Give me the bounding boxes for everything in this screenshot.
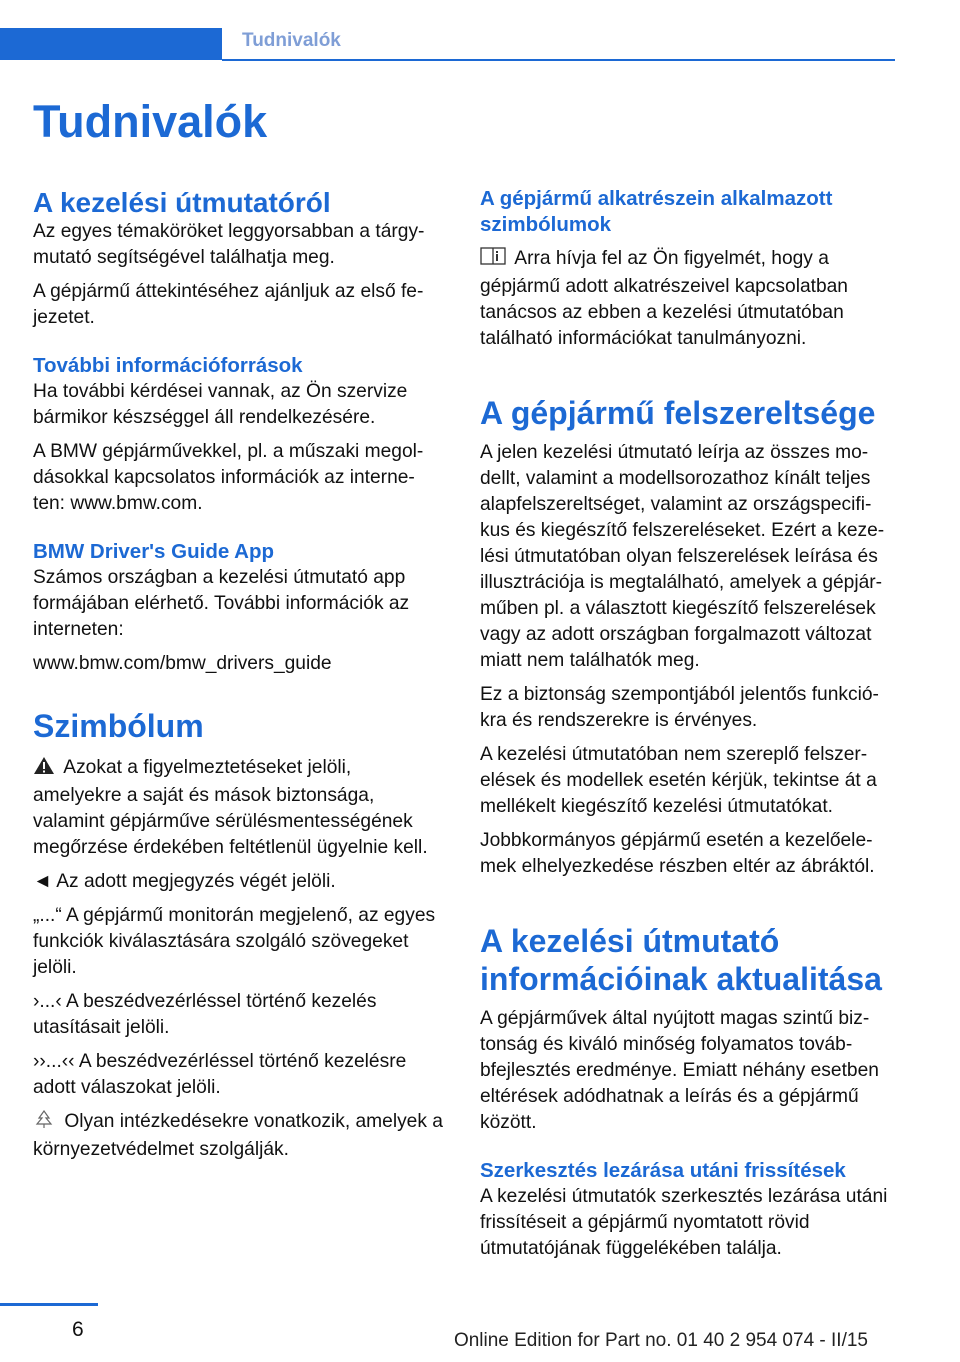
about-heading: A kezelési útmutatóról <box>33 187 331 218</box>
sources-heading: További információforrások <box>33 354 303 377</box>
app-paragraph-1: Számos országban a kezelési útmutató app formájában elérhető. További információk az interneten: <box>33 567 410 640</box>
quote-paragraph: „...“ A gépjármű monitorán megjelenő, az egyes funkciók kiválasztására szolgáló szövegeket jelöli. <box>33 905 436 978</box>
component-symbols-text: Arra hívja fel az Ön figyelmét, hogy a gépjármű adott alkatrészeivel kapcsolatban tanácsos az ebben a kezelési útmutatóban található információkat tanulmányozni. <box>480 248 848 349</box>
voice-command-paragraph: ›...‹ A beszédvezérléssel történő kezelés utasításait jelöli. <box>33 991 377 1038</box>
voice-reply-paragraph: ››...‹‹ A beszédvezérléssel történő kezelésre adott válaszokat jelöli. <box>33 1051 407 1098</box>
about-paragraph-2: A gépjármű áttekintéséhez ajánljuk az első fe‐jezetet. <box>33 281 424 328</box>
updates-heading: A kezelési útmutató információinak aktualitása <box>480 923 882 997</box>
equipment-paragraph-2: Ez a biztonság szempontjából jelentős funkció‐kra és rendszerekre is érvényes. <box>480 684 879 731</box>
updates-paragraph: A gépjárművek által nyújtott magas szintű biz‐tonság és kiváló minőség folyamatos továb‐bfejlesztés eredménye. Emiatt néhány esetben eltérések adódhatnak a leírás és a gépjármű között. <box>480 1008 879 1133</box>
warning-paragraph <box>33 755 445 861</box>
symbols-heading: Szimbólum <box>33 708 204 744</box>
equipment-paragraph-3: A kezelési útmutatóban nem szereplő felszer‐elések és modellek esetén kérjük, tekintse át a mellékelt kiegészítő kezelési útmutatókat. <box>480 744 877 817</box>
header-accent-bar <box>0 28 222 60</box>
edition-note: Online Edition for Part no. 01 40 2 954 074 - II/15 <box>453 1330 868 1351</box>
header-rule <box>222 59 895 61</box>
right-column <box>480 186 892 1270</box>
component-symbols-heading: A gépjármű alkatrészein alkalmazott szimbólumok <box>480 187 833 236</box>
component-symbols-paragraph <box>480 246 892 352</box>
environment-tree-icon <box>33 1110 55 1137</box>
end-mark-paragraph: ◄ Az adott megjegyzés végét jelöli. <box>33 871 336 892</box>
running-title: Tudnivalók <box>242 30 341 51</box>
warning-triangle-icon <box>33 756 55 783</box>
post-edit-heading: Szerkesztés lezárása utáni frissítések <box>480 1159 846 1182</box>
left-column <box>33 186 445 1171</box>
app-url: www.bmw.com/bmw_drivers_guide <box>33 653 332 674</box>
page-number: 6 <box>72 1318 84 1341</box>
equipment-paragraph-1: A jelen kezelési útmutató leírja az összes mo‐dellt, valamint a modellsorozathoz kínált teljes alapfelszereltséget, valamint az országspecifi‐kus és kiegészítő felszereléseket. Ezért a keze‐lési útmutatóban olyan felszerelések leírása és illusztrációja is megtalálható, amelyek a gépjár‐műben pl. a választott kiegészítő felszerelések vagy az adott országban forgalmazott változat miatt nem találhatók meg. <box>480 442 885 671</box>
footer-rule <box>0 1303 98 1306</box>
sources-paragraph-1: Ha további kérdései vannak, az Ön szervize bármikor készséggel áll rendelkezésére. <box>33 381 408 428</box>
about-paragraph-1: Az egyes témaköröket leggyorsabban a tárgy‐mutató segítségével találhatja meg. <box>33 221 425 268</box>
warning-text: Azokat a figyelmeztetéseket jelöli, amelyekre a saját és mások biztonsága, valamint gépjárműve sérülésmentességének megőrzése érdekében feltétlenül ügyelnie kell. <box>33 757 428 858</box>
post-edit-paragraph: A kezelési útmutatók szerkesztés lezárása utáni frissítéseit a gépjármű nyomtatott rövid útmutatójának függelékében találja. <box>480 1186 888 1259</box>
equipment-heading: A gépjármű felszereltsége <box>480 395 876 431</box>
environment-text: Olyan intézkedésekre vonatkozik, amelyek a környezetvédelmet szolgálják. <box>33 1111 443 1160</box>
app-heading: BMW Driver's Guide App <box>33 540 275 563</box>
environment-paragraph <box>33 1109 445 1163</box>
manual-book-icon <box>480 246 506 274</box>
equipment-paragraph-4: Jobbkormányos gépjármű esetén a kezelőele‐mek elhelyezkedése részben eltér az ábráktól. <box>480 830 875 877</box>
sources-paragraph-2: A BMW gépjárművekkel, pl. a műszaki megol‐dásokkal kapcsolatos információk az interne‐ten: www.bmw.com. <box>33 441 424 514</box>
page-title: Tudnivalók <box>33 96 268 147</box>
